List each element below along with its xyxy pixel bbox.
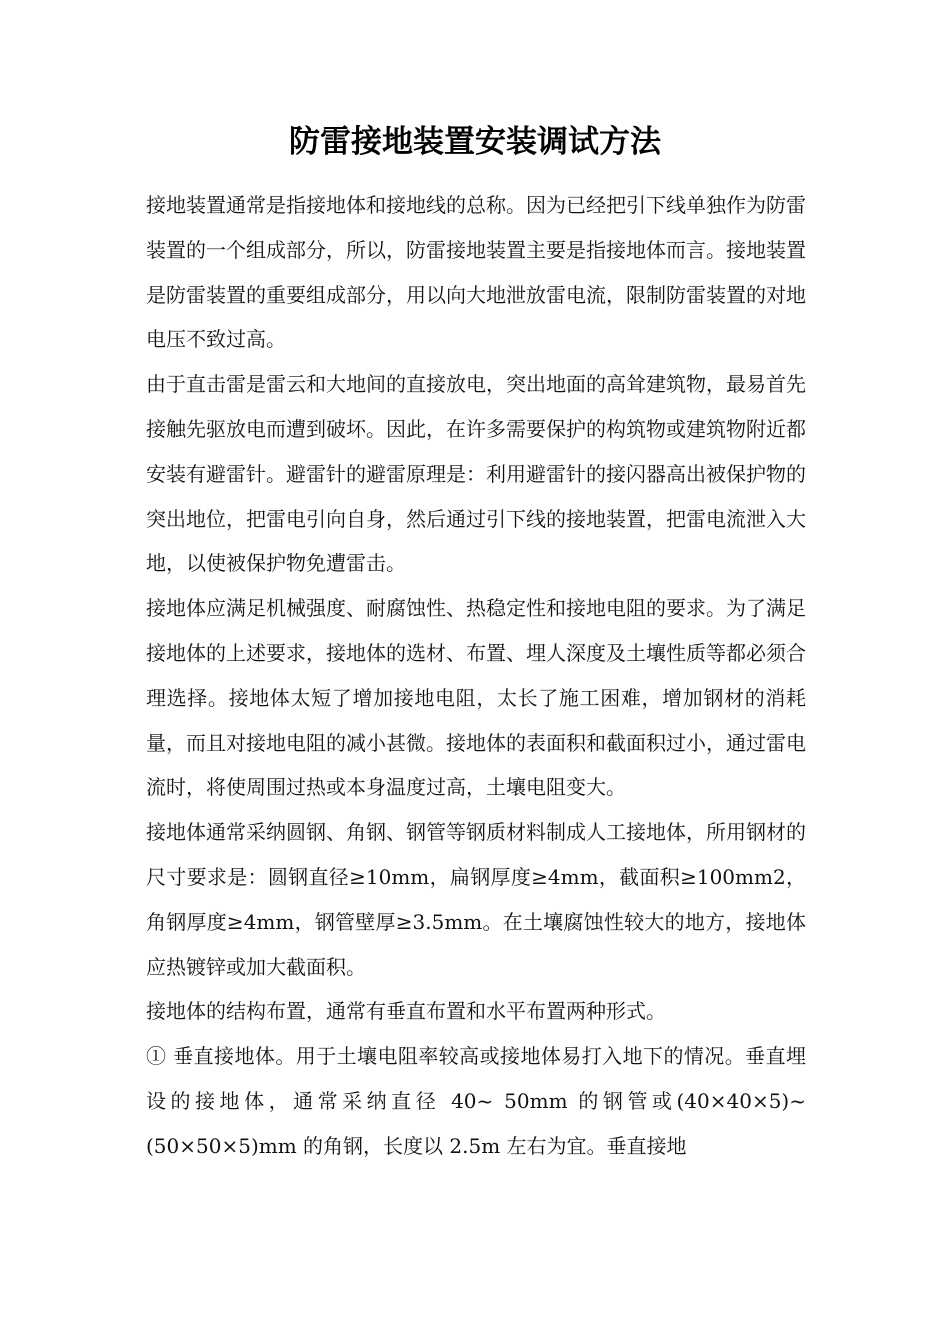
paragraph-grounding-definition: 接地装置通常是指接地体和接地线的总称。因为已经把引下线单独作为防雷装置的一个组成部分，所以，防雷接地装置主要是指接地体而言。接地装置是防雷装置的重要组成部分，用以向大地泄放雷电流，限制防雷装置的对地电压不致过高。 bbox=[146, 193, 806, 352]
paragraph-vertical-grounding: ① 垂直接地体。用于土壤电阻率较高或接地体易打入地下的情况。垂直埋设的接地体，通常采纳直径 40~ 50mm 的钢管或(40×40×5)~(50×50×5)mm 的角钢，长度以 2.5m 左右为宜。垂直接地 bbox=[146, 1044, 806, 1158]
paragraph-lightning-rod-principle: 由于直击雷是雷云和大地间的直接放电，突出地面的高耸建筑物，最易首先接触先驱放电而遭到破坏。因此，在许多需要保护的构筑物或建筑物附近都安装有避雷针。避雷针的避雷原理是：利用避雷针的接闪器高出被保护物的突出地位，把雷电引向自身，然后通过引下线的接地装置，把雷电流泄入大地，以使被保护物免遭雷击。 bbox=[146, 372, 806, 576]
paragraph-structure-layout: 接地体的结构布置，通常有垂直布置和水平布置两种形式。 bbox=[146, 999, 666, 1024]
document-title: 防雷接地装置安装调试方法 bbox=[289, 124, 661, 160]
paragraph-steel-materials: 接地体通常采纳圆钢、角钢、钢管等钢质材料制成人工接地体，所用钢材的尺寸要求是：圆钢直径≥10mm，扁钢厚度≥4mm，截面积≥100mm2，角钢厚度≥4mm，钢管壁厚≥3.5mm。在土壤腐蚀性较大的地方，接地体应热镀锌或加大截面积。 bbox=[146, 820, 806, 979]
paragraph-grounding-requirements: 接地体应满足机械强度、耐腐蚀性、热稳定性和接地电阻的要求。为了满足接地体的上述要求，接地体的选材、布置、埋人深度及土壤性质等都必须合理选择。接地体太短了增加接地电阻，太长了施工困难，增加钢材的消耗量，而且对接地电阻的减小甚微。接地体的表面积和截面积过小，通过雷电流时，将使周围过热或本身温度过高，土壤电阻变大。 bbox=[146, 596, 806, 800]
document-body bbox=[146, 183, 806, 1169]
